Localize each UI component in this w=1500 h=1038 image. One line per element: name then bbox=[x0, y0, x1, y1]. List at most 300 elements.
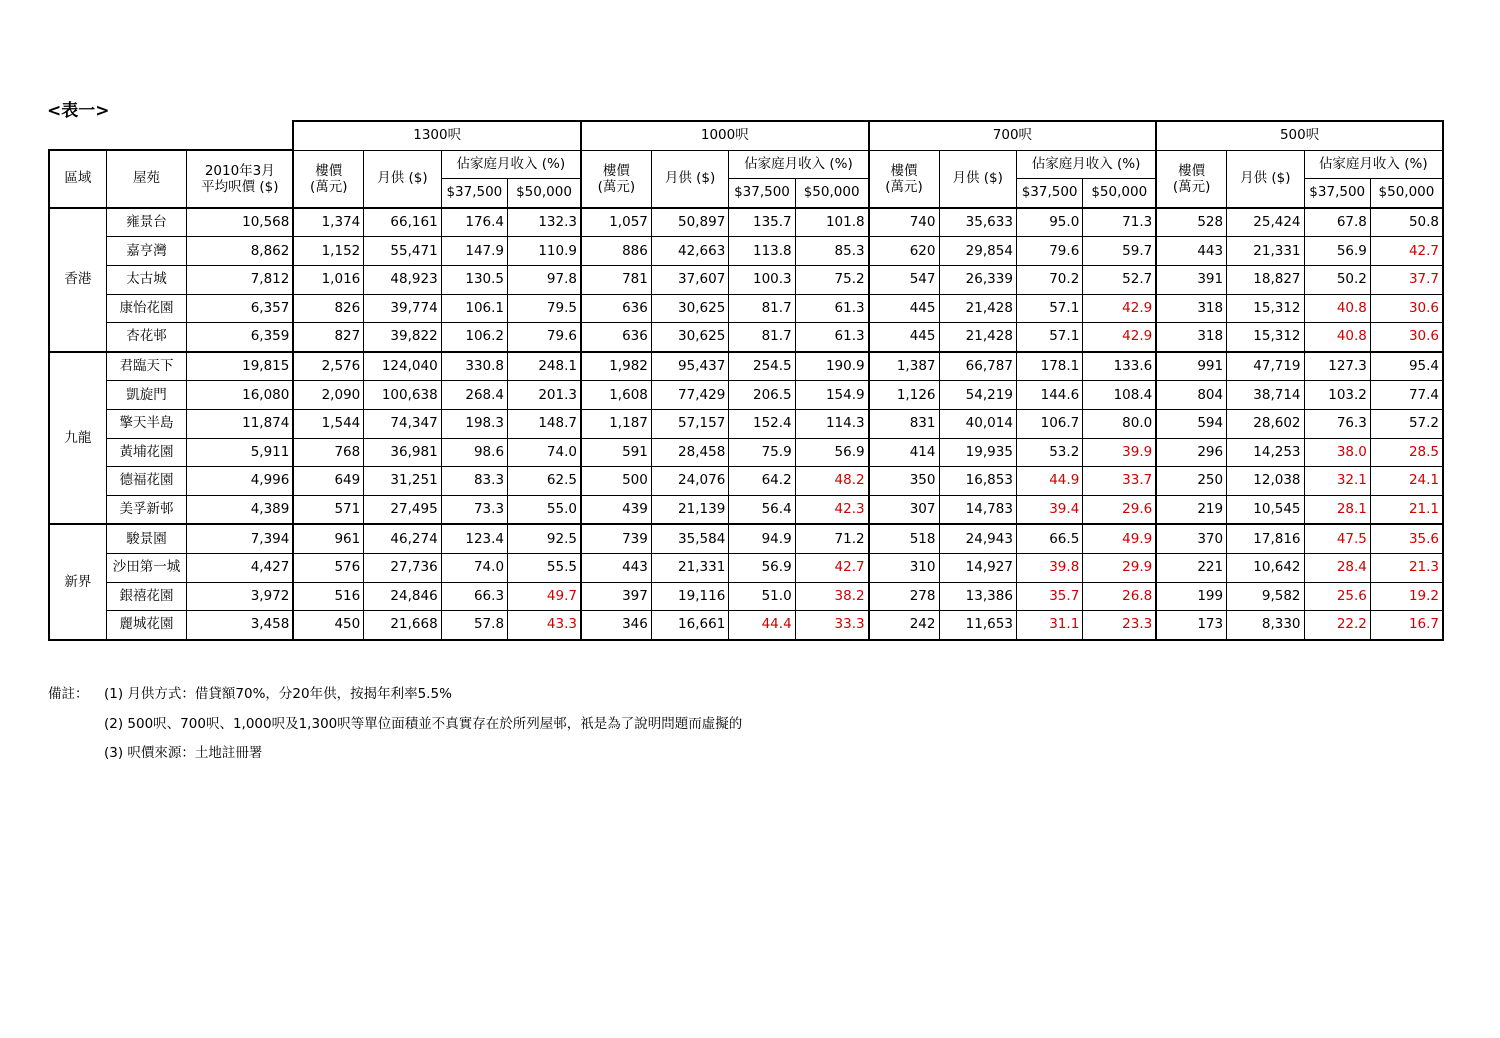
price-cell: 547 bbox=[869, 265, 939, 294]
pct-50000-cell: 42.9 bbox=[1083, 294, 1156, 323]
monthly-cell: 77,429 bbox=[651, 381, 728, 410]
pct-50000-cell: 95.4 bbox=[1370, 352, 1443, 381]
price-cell: 886 bbox=[581, 237, 651, 266]
monthly-cell: 9,582 bbox=[1227, 582, 1304, 611]
price-cell: 1,608 bbox=[581, 381, 651, 410]
avg-price-cell: 5,911 bbox=[187, 438, 294, 467]
pct-37500-cell: 81.7 bbox=[729, 294, 795, 323]
price-cell: 594 bbox=[1156, 409, 1226, 438]
monthly-cell: 55,471 bbox=[364, 237, 441, 266]
pct-37500-cell: 127.3 bbox=[1304, 352, 1370, 381]
price-cell: 2,576 bbox=[293, 352, 363, 381]
table-row bbox=[49, 438, 1443, 467]
pct-50000-cell: 37.7 bbox=[1370, 265, 1443, 294]
pct-50000-cell: 79.5 bbox=[508, 294, 581, 323]
monthly-cell: 21,331 bbox=[651, 553, 728, 582]
pct-37500-cell: 44.9 bbox=[1016, 467, 1082, 496]
pct-37500-cell: 66.5 bbox=[1016, 524, 1082, 553]
estate-cell: 君臨天下 bbox=[106, 352, 186, 381]
price-cell: 350 bbox=[869, 467, 939, 496]
avg-price-cell: 6,359 bbox=[187, 323, 294, 352]
pct-50000-cell: 80.0 bbox=[1083, 409, 1156, 438]
pct-income-header: 佔家庭月收入 (%) bbox=[1016, 150, 1156, 179]
price-cell: 199 bbox=[1156, 582, 1226, 611]
monthly-cell: 26,339 bbox=[939, 265, 1016, 294]
price-cell: 296 bbox=[1156, 438, 1226, 467]
price-cell: 443 bbox=[1156, 237, 1226, 266]
pct-37500-cell: 56.9 bbox=[729, 553, 795, 582]
avg-price-header-line1: 2010年3月 bbox=[204, 162, 275, 179]
monthly-cell: 31,251 bbox=[364, 467, 441, 496]
monthly-cell: 74,347 bbox=[364, 409, 441, 438]
pct-50000-cell: 19.2 bbox=[1370, 582, 1443, 611]
pct-37500-cell: 57.1 bbox=[1016, 323, 1082, 352]
avg-price-cell: 11,874 bbox=[187, 409, 294, 438]
table-row bbox=[49, 524, 1443, 553]
monthly-cell: 10,642 bbox=[1227, 553, 1304, 582]
pct-37500-cell: 38.0 bbox=[1304, 438, 1370, 467]
price-cell: 636 bbox=[581, 294, 651, 323]
pct-50000-cell: 21.1 bbox=[1370, 495, 1443, 524]
price-cell: 518 bbox=[869, 524, 939, 553]
income-37500-header: $37,500 bbox=[729, 179, 795, 208]
monthly-cell: 36,981 bbox=[364, 438, 441, 467]
pct-50000-cell: 101.8 bbox=[795, 208, 868, 237]
pct-37500-cell: 76.3 bbox=[1304, 409, 1370, 438]
pct-50000-cell: 42.7 bbox=[795, 553, 868, 582]
pct-37500-cell: 51.0 bbox=[729, 582, 795, 611]
table-row bbox=[49, 553, 1443, 582]
pct-37500-cell: 94.9 bbox=[729, 524, 795, 553]
monthly-cell: 47,719 bbox=[1227, 352, 1304, 381]
pct-37500-cell: 206.5 bbox=[729, 381, 795, 410]
pct-50000-cell: 75.2 bbox=[795, 265, 868, 294]
price-cell: 991 bbox=[1156, 352, 1226, 381]
pct-37500-cell: 75.9 bbox=[729, 438, 795, 467]
pct-50000-cell: 74.0 bbox=[508, 438, 581, 467]
pct-37500-cell: 106.1 bbox=[441, 294, 507, 323]
pct-37500-cell: 113.8 bbox=[729, 237, 795, 266]
pct-37500-cell: 135.7 bbox=[729, 208, 795, 237]
price-header-line1: 樓價 bbox=[1178, 162, 1206, 179]
note-row bbox=[48, 739, 742, 769]
income-50000-header: $50,000 bbox=[508, 179, 581, 208]
avg-price-cell: 7,812 bbox=[187, 265, 294, 294]
pct-37500-cell: 95.0 bbox=[1016, 208, 1082, 237]
monthly-cell: 14,783 bbox=[939, 495, 1016, 524]
table-row bbox=[49, 611, 1443, 640]
price-cell: 318 bbox=[1156, 294, 1226, 323]
monthly-cell: 15,312 bbox=[1227, 294, 1304, 323]
pct-50000-cell: 132.3 bbox=[508, 208, 581, 237]
pct-50000-cell: 133.6 bbox=[1083, 352, 1156, 381]
price-cell: 827 bbox=[293, 323, 363, 352]
pct-50000-cell: 26.8 bbox=[1083, 582, 1156, 611]
pct-37500-cell: 31.1 bbox=[1016, 611, 1082, 640]
monthly-cell: 25,424 bbox=[1227, 208, 1304, 237]
income-37500-header: $37,500 bbox=[1304, 179, 1370, 208]
table-row bbox=[49, 381, 1443, 410]
monthly-cell: 95,437 bbox=[651, 352, 728, 381]
price-cell: 636 bbox=[581, 323, 651, 352]
pct-income-header: 佔家庭月收入 (%) bbox=[1304, 150, 1443, 179]
table-title: <表一> bbox=[47, 101, 110, 121]
monthly-cell: 11,653 bbox=[939, 611, 1016, 640]
pct-37500-cell: 32.1 bbox=[1304, 467, 1370, 496]
price-cell: 414 bbox=[869, 438, 939, 467]
pct-50000-cell: 28.5 bbox=[1370, 438, 1443, 467]
pct-50000-cell: 35.6 bbox=[1370, 524, 1443, 553]
price-header-line1: 樓價 bbox=[890, 162, 918, 179]
pct-50000-cell: 16.7 bbox=[1370, 611, 1443, 640]
avg-price-cell: 16,080 bbox=[187, 381, 294, 410]
price-cell: 250 bbox=[1156, 467, 1226, 496]
price-cell: 439 bbox=[581, 495, 651, 524]
pct-50000-cell: 42.9 bbox=[1083, 323, 1156, 352]
pct-50000-cell: 42.7 bbox=[1370, 237, 1443, 266]
pct-50000-cell: 59.7 bbox=[1083, 237, 1156, 266]
monthly-cell: 8,330 bbox=[1227, 611, 1304, 640]
pct-50000-cell: 154.9 bbox=[795, 381, 868, 410]
pct-37500-cell: 73.3 bbox=[441, 495, 507, 524]
price-cell: 781 bbox=[581, 265, 651, 294]
header-blank bbox=[49, 121, 293, 150]
pct-37500-cell: 144.6 bbox=[1016, 381, 1082, 410]
price-header-line2: (萬元) bbox=[1172, 178, 1211, 195]
price-cell: 1,544 bbox=[293, 409, 363, 438]
monthly-cell: 28,458 bbox=[651, 438, 728, 467]
price-cell: 2,090 bbox=[293, 381, 363, 410]
estate-cell: 沙田第一城 bbox=[106, 553, 186, 582]
pct-37500-cell: 106.2 bbox=[441, 323, 507, 352]
pct-50000-cell: 43.3 bbox=[508, 611, 581, 640]
price-header-line2: (萬元) bbox=[310, 178, 348, 195]
price-cell: 278 bbox=[869, 582, 939, 611]
table-row bbox=[49, 294, 1443, 323]
pct-37500-cell: 50.2 bbox=[1304, 265, 1370, 294]
price-cell: 591 bbox=[581, 438, 651, 467]
monthly-cell: 21,331 bbox=[1227, 237, 1304, 266]
pct-50000-cell: 114.3 bbox=[795, 409, 868, 438]
monthly-cell: 57,157 bbox=[651, 409, 728, 438]
price-cell: 445 bbox=[869, 323, 939, 352]
pct-37500-cell: 100.3 bbox=[729, 265, 795, 294]
monthly-cell: 42,663 bbox=[651, 237, 728, 266]
pct-50000-cell: 148.7 bbox=[508, 409, 581, 438]
pct-50000-cell: 49.9 bbox=[1083, 524, 1156, 553]
pct-37500-cell: 123.4 bbox=[441, 524, 507, 553]
price-cell: 1,126 bbox=[869, 381, 939, 410]
avg-price-cell: 4,389 bbox=[187, 495, 294, 524]
monthly-cell: 54,219 bbox=[939, 381, 1016, 410]
monthly-cell: 14,253 bbox=[1227, 438, 1304, 467]
pct-37500-cell: 47.5 bbox=[1304, 524, 1370, 553]
monthly-cell: 40,014 bbox=[939, 409, 1016, 438]
table-row bbox=[49, 265, 1443, 294]
pct-income-header: 佔家庭月收入 (%) bbox=[729, 150, 869, 179]
avg-price-cell: 4,427 bbox=[187, 553, 294, 582]
price-cell: 173 bbox=[1156, 611, 1226, 640]
pct-50000-cell: 24.1 bbox=[1370, 467, 1443, 496]
income-37500-header: $37,500 bbox=[441, 179, 507, 208]
pct-37500-cell: 56.9 bbox=[1304, 237, 1370, 266]
income-37500-header: $37,500 bbox=[1016, 179, 1082, 208]
pct-50000-cell: 30.6 bbox=[1370, 294, 1443, 323]
price-cell: 1,387 bbox=[869, 352, 939, 381]
monthly-cell: 15,312 bbox=[1227, 323, 1304, 352]
price-cell: 242 bbox=[869, 611, 939, 640]
estate-cell: 黃埔花園 bbox=[106, 438, 186, 467]
note-item-1: (1) 月供方式：借貸額70%，分20年供，按揭年利率5.5% bbox=[104, 686, 452, 702]
size-header: 500呎 bbox=[1156, 121, 1443, 150]
note-row bbox=[48, 680, 742, 710]
estate-header: 屋苑 bbox=[106, 150, 186, 208]
monthly-cell: 35,633 bbox=[939, 208, 1016, 237]
monthly-cell: 16,853 bbox=[939, 467, 1016, 496]
pct-50000-cell: 61.3 bbox=[795, 323, 868, 352]
table-row bbox=[49, 237, 1443, 266]
avg-price-cell: 3,458 bbox=[187, 611, 294, 640]
monthly-cell: 13,386 bbox=[939, 582, 1016, 611]
pct-50000-cell: 38.2 bbox=[795, 582, 868, 611]
price-cell: 500 bbox=[581, 467, 651, 496]
pct-37500-cell: 40.8 bbox=[1304, 294, 1370, 323]
price-header-line2: (萬元) bbox=[597, 178, 636, 195]
estate-cell: 杏花邨 bbox=[106, 323, 186, 352]
price-cell: 649 bbox=[293, 467, 363, 496]
pct-37500-cell: 103.2 bbox=[1304, 381, 1370, 410]
table-row bbox=[49, 352, 1443, 381]
estate-cell: 雍景台 bbox=[106, 208, 186, 237]
price-header-line1: 樓價 bbox=[602, 162, 630, 179]
price-cell: 346 bbox=[581, 611, 651, 640]
monthly-cell: 28,602 bbox=[1227, 409, 1304, 438]
monthly-cell: 66,161 bbox=[364, 208, 441, 237]
monthly-cell: 21,668 bbox=[364, 611, 441, 640]
region-header: 區域 bbox=[49, 150, 106, 208]
price-cell: 620 bbox=[869, 237, 939, 266]
monthly-cell: 24,076 bbox=[651, 467, 728, 496]
table-row bbox=[49, 495, 1443, 524]
pct-50000-cell: 61.3 bbox=[795, 294, 868, 323]
monthly-cell: 46,274 bbox=[364, 524, 441, 553]
avg-price-cell: 6,357 bbox=[187, 294, 294, 323]
price-cell: 739 bbox=[581, 524, 651, 553]
monthly-cell: 35,584 bbox=[651, 524, 728, 553]
monthly-cell: 30,625 bbox=[651, 323, 728, 352]
pct-50000-cell: 110.9 bbox=[508, 237, 581, 266]
monthly-cell: 21,139 bbox=[651, 495, 728, 524]
pct-37500-cell: 28.4 bbox=[1304, 553, 1370, 582]
pct-50000-cell: 71.3 bbox=[1083, 208, 1156, 237]
pct-50000-cell: 77.4 bbox=[1370, 381, 1443, 410]
price-table-container bbox=[48, 120, 1444, 641]
price-cell: 1,187 bbox=[581, 409, 651, 438]
monthly-cell: 19,116 bbox=[651, 582, 728, 611]
income-50000-header: $50,000 bbox=[1083, 179, 1156, 208]
pct-37500-cell: 268.4 bbox=[441, 381, 507, 410]
price-cell: 576 bbox=[293, 553, 363, 582]
table-row bbox=[49, 582, 1443, 611]
pct-50000-cell: 52.7 bbox=[1083, 265, 1156, 294]
pct-50000-cell: 85.3 bbox=[795, 237, 868, 266]
table-row bbox=[49, 208, 1443, 237]
price-header bbox=[293, 150, 363, 208]
pct-37500-cell: 28.1 bbox=[1304, 495, 1370, 524]
pct-37500-cell: 130.5 bbox=[441, 265, 507, 294]
pct-37500-cell: 330.8 bbox=[441, 352, 507, 381]
table-row bbox=[49, 467, 1443, 496]
income-50000-header: $50,000 bbox=[795, 179, 868, 208]
estate-cell: 駿景園 bbox=[106, 524, 186, 553]
price-cell: 961 bbox=[293, 524, 363, 553]
monthly-cell: 17,816 bbox=[1227, 524, 1304, 553]
price-header bbox=[1156, 150, 1226, 208]
price-cell: 397 bbox=[581, 582, 651, 611]
price-cell: 768 bbox=[293, 438, 363, 467]
price-cell: 391 bbox=[1156, 265, 1226, 294]
price-cell: 571 bbox=[293, 495, 363, 524]
estate-cell: 德福花園 bbox=[106, 467, 186, 496]
estate-cell: 康怡花園 bbox=[106, 294, 186, 323]
avg-price-cell: 7,394 bbox=[187, 524, 294, 553]
pct-37500-cell: 98.6 bbox=[441, 438, 507, 467]
pct-37500-cell: 39.8 bbox=[1016, 553, 1082, 582]
pct-50000-cell: 42.3 bbox=[795, 495, 868, 524]
monthly-cell: 100,638 bbox=[364, 381, 441, 410]
estate-cell: 美孚新邨 bbox=[106, 495, 186, 524]
monthly-cell: 21,428 bbox=[939, 294, 1016, 323]
note-item-2: (2) 500呎、700呎、1,000呎及1,300呎等單位面積並不真實存在於所列屋邨，祇是為了說明問題而虛擬的 bbox=[104, 715, 743, 732]
pct-37500-cell: 147.9 bbox=[441, 237, 507, 266]
price-cell: 528 bbox=[1156, 208, 1226, 237]
avg-price-cell: 3,972 bbox=[187, 582, 294, 611]
pct-37500-cell: 57.8 bbox=[441, 611, 507, 640]
notes-label: 備註： bbox=[48, 686, 89, 702]
monthly-cell: 27,736 bbox=[364, 553, 441, 582]
monthly-cell: 124,040 bbox=[364, 352, 441, 381]
monthly-header: 月供 ($) bbox=[364, 150, 441, 208]
note-row bbox=[48, 710, 742, 740]
estate-cell: 擎天半島 bbox=[106, 409, 186, 438]
price-cell: 826 bbox=[293, 294, 363, 323]
pct-37500-cell: 22.2 bbox=[1304, 611, 1370, 640]
price-cell: 310 bbox=[869, 553, 939, 582]
monthly-cell: 30,625 bbox=[651, 294, 728, 323]
monthly-cell: 10,545 bbox=[1227, 495, 1304, 524]
pct-50000-cell: 56.9 bbox=[795, 438, 868, 467]
pct-37500-cell: 70.2 bbox=[1016, 265, 1082, 294]
monthly-cell: 66,787 bbox=[939, 352, 1016, 381]
pct-50000-cell: 21.3 bbox=[1370, 553, 1443, 582]
monthly-cell: 21,428 bbox=[939, 323, 1016, 352]
pct-37500-cell: 57.1 bbox=[1016, 294, 1082, 323]
notes-section bbox=[48, 680, 742, 769]
pct-37500-cell: 178.1 bbox=[1016, 352, 1082, 381]
price-cell: 450 bbox=[293, 611, 363, 640]
pct-37500-cell: 83.3 bbox=[441, 467, 507, 496]
estate-cell: 凱旋門 bbox=[106, 381, 186, 410]
monthly-cell: 39,774 bbox=[364, 294, 441, 323]
pct-50000-cell: 50.8 bbox=[1370, 208, 1443, 237]
price-cell: 740 bbox=[869, 208, 939, 237]
pct-37500-cell: 152.4 bbox=[729, 409, 795, 438]
pct-50000-cell: 92.5 bbox=[508, 524, 581, 553]
pct-50000-cell: 30.6 bbox=[1370, 323, 1443, 352]
monthly-cell: 27,495 bbox=[364, 495, 441, 524]
region-cell: 香港 bbox=[49, 208, 106, 352]
monthly-header: 月供 ($) bbox=[939, 150, 1016, 208]
avg-price-cell: 19,815 bbox=[187, 352, 294, 381]
price-cell: 804 bbox=[1156, 381, 1226, 410]
pct-50000-cell: 23.3 bbox=[1083, 611, 1156, 640]
region-cell: 九龍 bbox=[49, 352, 106, 525]
pct-50000-cell: 33.7 bbox=[1083, 467, 1156, 496]
price-cell: 445 bbox=[869, 294, 939, 323]
pct-50000-cell: 248.1 bbox=[508, 352, 581, 381]
monthly-cell: 12,038 bbox=[1227, 467, 1304, 496]
pct-50000-cell: 97.8 bbox=[508, 265, 581, 294]
monthly-cell: 24,943 bbox=[939, 524, 1016, 553]
pct-50000-cell: 49.7 bbox=[508, 582, 581, 611]
monthly-cell: 38,714 bbox=[1227, 381, 1304, 410]
pct-50000-cell: 39.9 bbox=[1083, 438, 1156, 467]
price-cell: 318 bbox=[1156, 323, 1226, 352]
pct-37500-cell: 198.3 bbox=[441, 409, 507, 438]
income-50000-header: $50,000 bbox=[1370, 179, 1443, 208]
price-table bbox=[48, 120, 1444, 641]
table-row bbox=[49, 409, 1443, 438]
pct-37500-cell: 74.0 bbox=[441, 553, 507, 582]
pct-50000-cell: 48.2 bbox=[795, 467, 868, 496]
pct-50000-cell: 62.5 bbox=[508, 467, 581, 496]
pct-37500-cell: 79.6 bbox=[1016, 237, 1082, 266]
price-cell: 1,016 bbox=[293, 265, 363, 294]
pct-37500-cell: 81.7 bbox=[729, 323, 795, 352]
monthly-cell: 29,854 bbox=[939, 237, 1016, 266]
monthly-cell: 19,935 bbox=[939, 438, 1016, 467]
pct-37500-cell: 66.3 bbox=[441, 582, 507, 611]
price-cell: 219 bbox=[1156, 495, 1226, 524]
monthly-cell: 39,822 bbox=[364, 323, 441, 352]
price-header-line2: (萬元) bbox=[885, 178, 923, 195]
price-cell: 221 bbox=[1156, 553, 1226, 582]
monthly-cell: 37,607 bbox=[651, 265, 728, 294]
pct-50000-cell: 55.0 bbox=[508, 495, 581, 524]
size-header-row bbox=[49, 121, 1443, 150]
pct-37500-cell: 176.4 bbox=[441, 208, 507, 237]
pct-50000-cell: 57.2 bbox=[1370, 409, 1443, 438]
pct-50000-cell: 29.6 bbox=[1083, 495, 1156, 524]
price-cell: 516 bbox=[293, 582, 363, 611]
pct-37500-cell: 67.8 bbox=[1304, 208, 1370, 237]
size-header: 1000呎 bbox=[581, 121, 869, 150]
estate-cell: 銀禧花園 bbox=[106, 582, 186, 611]
price-cell: 831 bbox=[869, 409, 939, 438]
pct-37500-cell: 106.7 bbox=[1016, 409, 1082, 438]
avg-price-cell: 8,862 bbox=[187, 237, 294, 266]
pct-50000-cell: 108.4 bbox=[1083, 381, 1156, 410]
pct-50000-cell: 33.3 bbox=[795, 611, 868, 640]
pct-income-header: 佔家庭月收入 (%) bbox=[441, 150, 581, 179]
price-header bbox=[869, 150, 939, 208]
table-row bbox=[49, 323, 1443, 352]
price-header bbox=[581, 150, 651, 208]
pct-37500-cell: 40.8 bbox=[1304, 323, 1370, 352]
avg-price-header bbox=[187, 150, 294, 208]
price-cell: 370 bbox=[1156, 524, 1226, 553]
pct-50000-cell: 29.9 bbox=[1083, 553, 1156, 582]
